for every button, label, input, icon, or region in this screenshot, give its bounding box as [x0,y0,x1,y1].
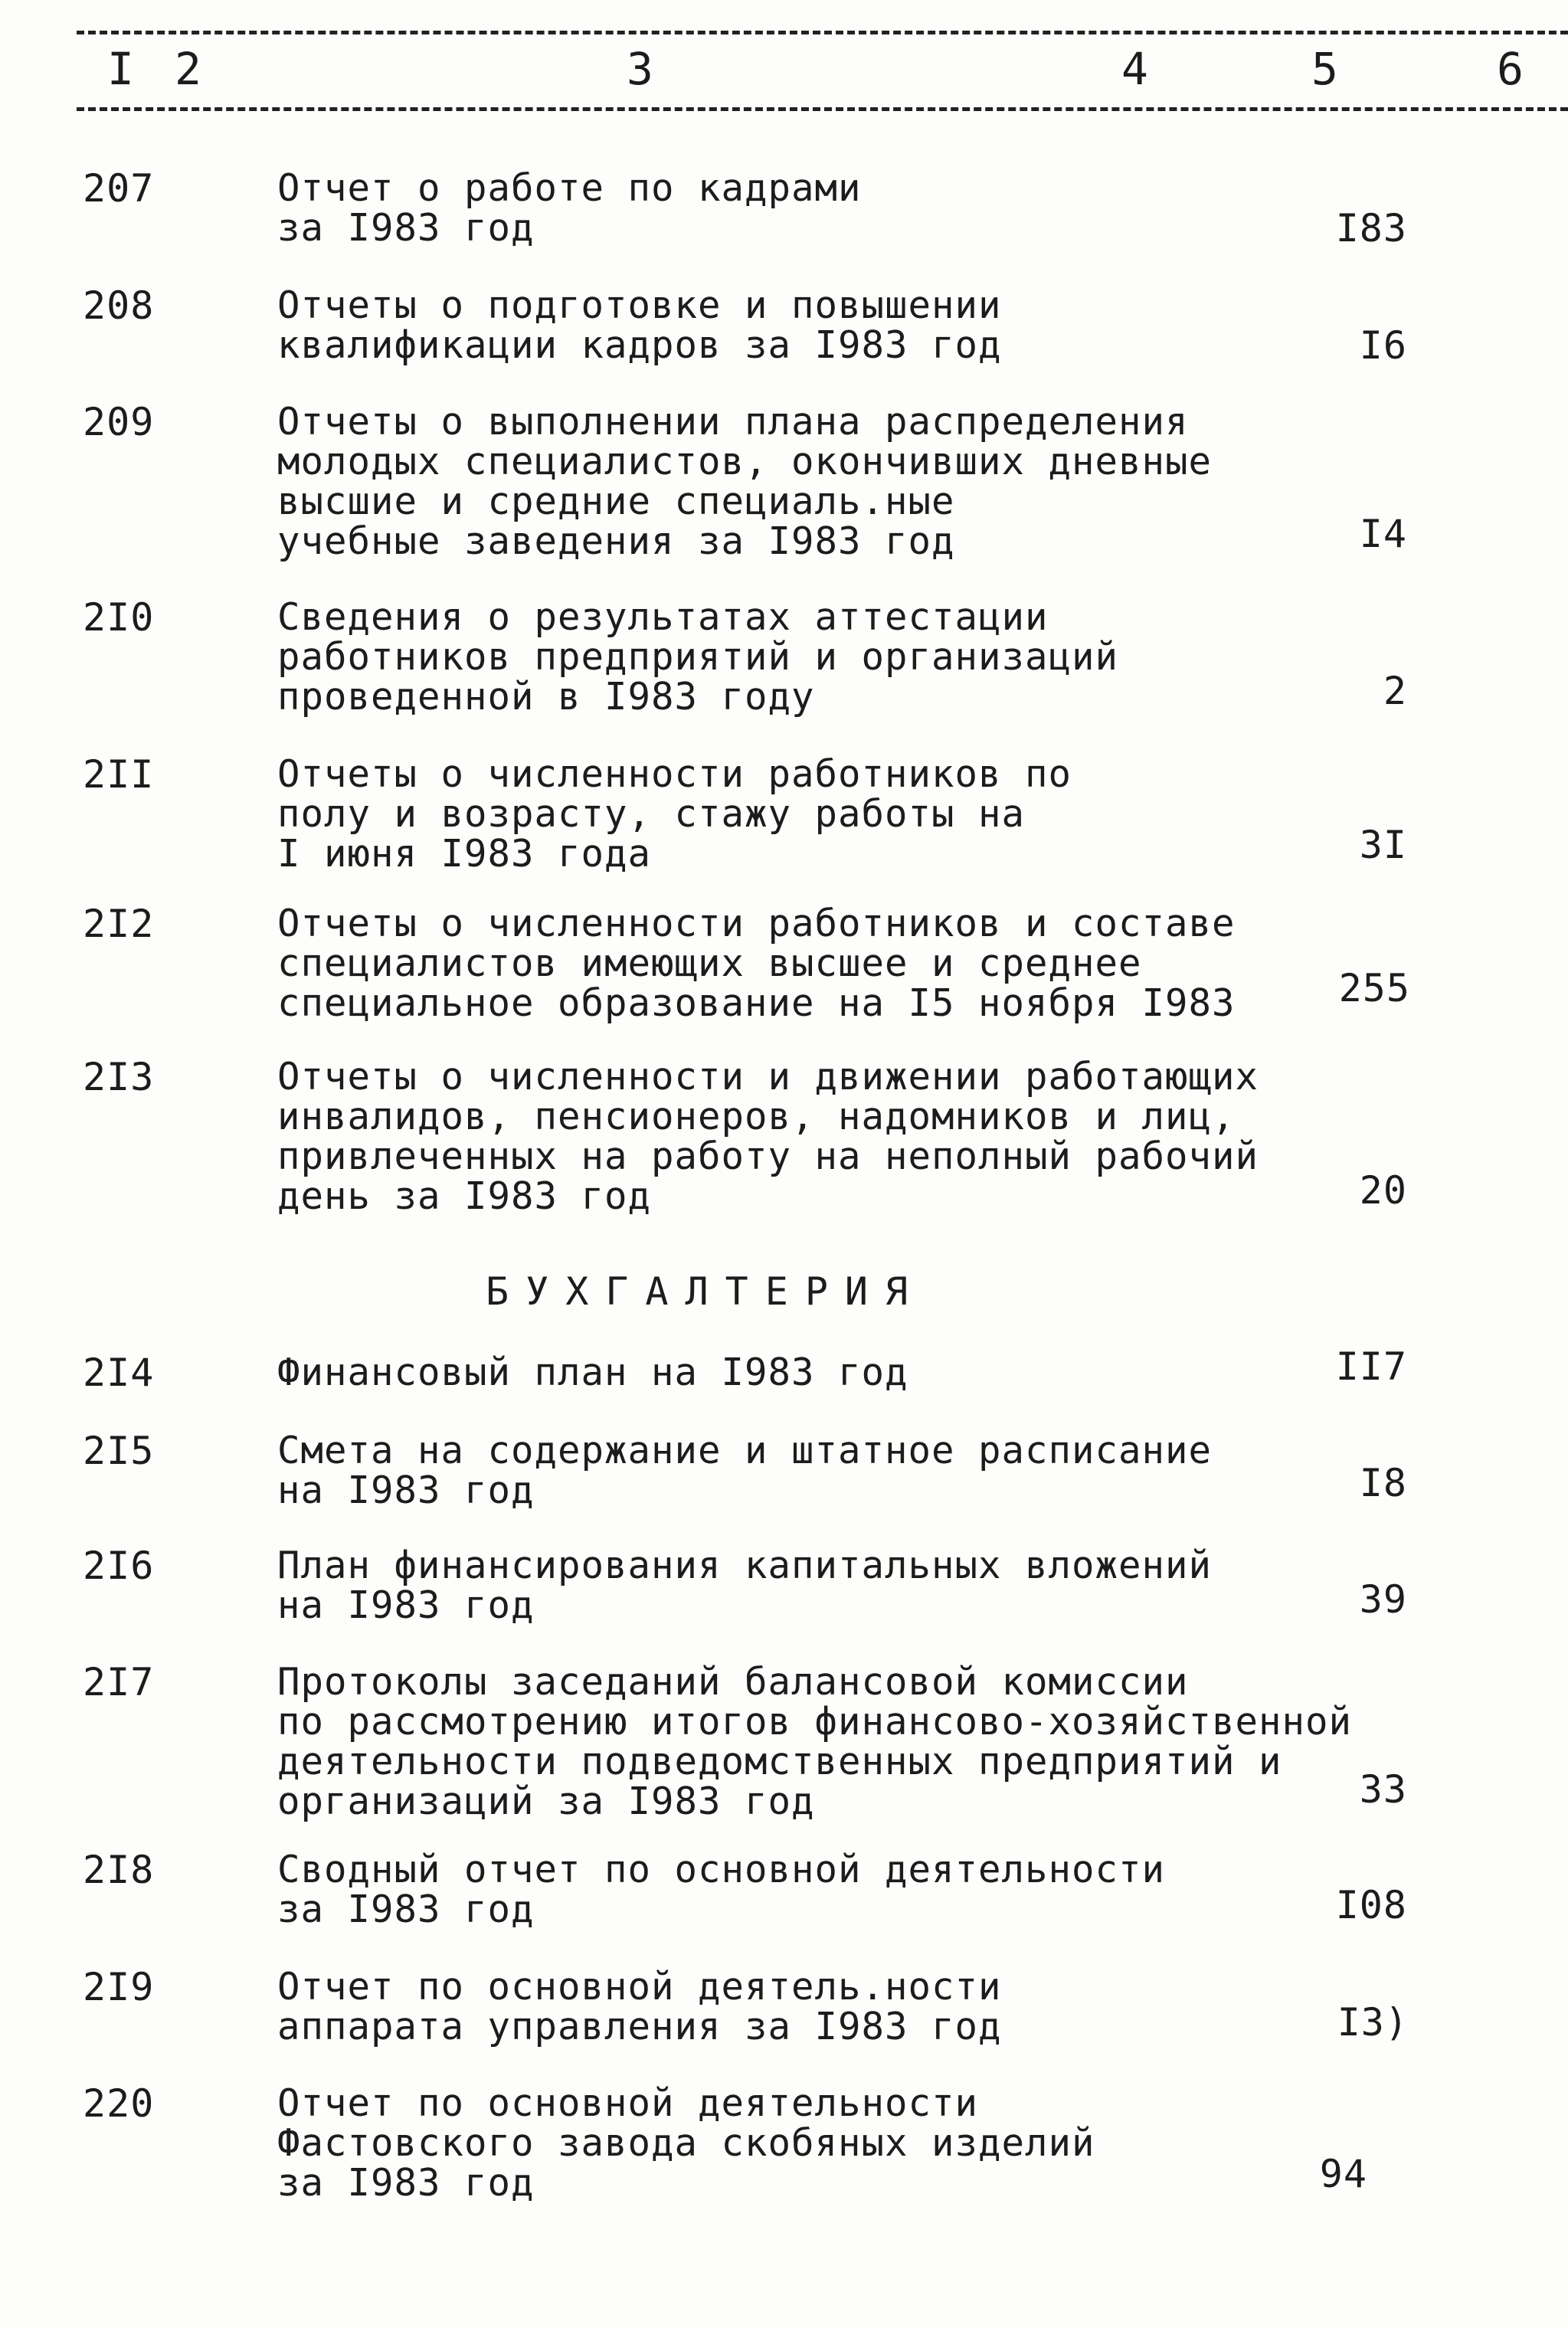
item-sheet-count: 3I [1359,823,1407,867]
item-sheet-count: I08 [1335,1883,1407,1927]
item-title [277,402,1388,562]
item-number: 2I8 [83,1848,155,1892]
item-title-line: по рассмотрению итогов финансово-хозяйственной [277,1700,1353,1744]
column-1-header: I [107,43,134,95]
item-sheet-count: I3) [1337,2000,1409,2045]
column-3-header: 3 [627,43,653,95]
item-title-line: на I983 год [277,1469,535,1512]
item-number: 2I5 [83,1429,155,1473]
item-title-line: за I983 год [277,2161,535,2205]
item-title-line: аппарата управления за I983 год [277,2005,1002,2048]
item-number: 2II [83,752,155,797]
item-title-line: привлеченных на работу на неполный рабочий [277,1135,1259,1178]
item-title-line: Отчет по основной деятель.ности [277,1965,1002,2009]
column-2-header: 2 [175,43,201,95]
item-title-line: Сводный отчет по основной деятельности [277,1848,1166,1891]
item-title-line: полу и возрасту, стажу работы на [277,792,1026,836]
item-number: 208 [83,283,155,328]
item-number: 2I6 [83,1544,155,1588]
item-title [277,283,1388,367]
item-title-line: специалистов имеющих высшее и среднее [277,941,1142,985]
item-title [277,904,1388,1023]
item-number: 2I7 [83,1660,155,1704]
item-title-line: Отчеты о численности работников и составе [277,902,1236,945]
item-sheet-count: 255 [1338,966,1410,1010]
item-title-line: Фастовского завода скобяных изделий [277,2121,1095,2165]
section-heading-accounting: БУХГАЛТЕРИЯ [486,1269,925,1314]
column-4-header: 4 [1121,43,1148,95]
item-number: 2I0 [83,595,155,640]
item-title-line: Отчеты о подготовке и повышении [277,283,1002,327]
item-title-line: день за I983 год [277,1174,652,1218]
item-title-line: Отчет о работе по кадрами [277,166,862,210]
item-sheet-count: I6 [1359,323,1407,368]
item-sheet-count: II7 [1335,1344,1407,1389]
item-title-line: Финансовый план на I983 год [277,1351,908,1394]
item-sheet-count: 33 [1359,1767,1407,1812]
header-rule-top [77,31,1568,34]
item-title-line: Сведения о результатах аттестации [277,595,1049,639]
item-title [277,2081,1388,2205]
item-title-line: высшие и средние специаль.ные [277,480,955,523]
item-number: 2I9 [83,1965,155,2009]
item-title-line: проведенной в I983 году [277,675,815,719]
item-title-line: Отчеты о выполнении плана распределения [277,400,1189,444]
item-title-line: квалификации кадров за I983 год [277,323,1002,367]
item-title [277,752,1388,876]
item-title-line: деятельности подведомственных предприятий и [277,1740,1282,1783]
item-sheet-count: I83 [1335,206,1407,250]
item-sheet-count: 20 [1359,1168,1407,1213]
item-title [277,166,1388,250]
item-title [277,1353,1388,1393]
item-title [277,1850,1388,1930]
item-title-line: I июня I983 года [277,832,652,876]
item-title [277,1057,1388,1216]
item-number: 2I2 [83,902,155,946]
item-title-line: работников предприятий и организаций [277,635,1119,679]
item-title [277,1546,1388,1626]
item-title-line: на I983 год [277,1583,535,1627]
item-sheet-count: I4 [1359,512,1407,556]
item-title-line: Протоколы заседаний балансовой комиссии [277,1660,1189,1704]
item-title-line: Отчеты о численности и движении работающих [277,1055,1259,1099]
item-sheet-count: I8 [1359,1461,1407,1505]
item-title-line: за I983 год [277,1888,535,1931]
item-number: 207 [83,166,155,211]
item-sheet-count: 39 [1359,1577,1407,1622]
header-rule-bottom [77,107,1568,111]
item-title-line: организаций за I983 год [277,1780,815,1823]
item-number: 2I4 [83,1351,155,1395]
item-title-line: План финансирования капитальных вложений [277,1544,1213,1587]
column-6-header: 6 [1497,43,1524,95]
item-title-line: Смета на содержание и штатное расписание [277,1429,1213,1472]
item-title [277,1967,1388,2047]
item-number: 220 [83,2081,155,2126]
item-title [277,595,1388,719]
item-title [277,1662,1388,1822]
item-title-line: Отчеты о численности работников по [277,752,1072,796]
item-title-line: Отчет по основной деятельности [277,2081,979,2125]
item-title-line: специальное образование на I5 ноября I983 [277,981,1236,1025]
column-5-header: 5 [1311,43,1338,95]
item-title-line: учебные заведения за I983 год [277,519,955,563]
item-title-line: инвалидов, пенсионеров, надомников и лиц, [277,1095,1236,1138]
item-number: 209 [83,400,155,444]
item-title [277,1431,1388,1511]
item-sheet-count: 94 [1319,2152,1367,2196]
item-number: 2I3 [83,1055,155,1099]
item-title-line: за I983 год [277,206,535,250]
item-sheet-count: 2 [1383,669,1407,713]
item-title-line: молодых специалистов, окончивших дневные [277,440,1213,483]
